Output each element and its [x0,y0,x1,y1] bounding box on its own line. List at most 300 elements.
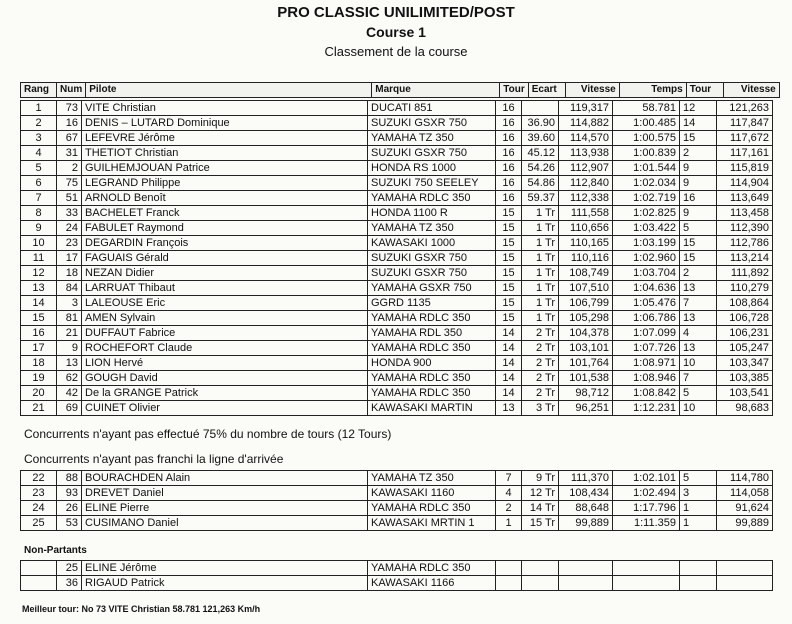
cell-temps [613,561,680,576]
table-row [21,116,773,131]
cell-marque: GGRD 1135 [368,296,496,311]
cell-temps: 1:03.199 [613,236,680,251]
cell-temps: 1:02.034 [613,176,680,191]
cell-vitesse: 110,656 [559,221,613,236]
cell-num: 2 [57,161,82,176]
cell-marque: KAWASAKI MARTIN [368,401,496,416]
cell-tours: 15 [496,311,522,326]
cell-temps: 1:00.575 [613,131,680,146]
cell-vitesse-max: 117,847 [717,116,773,131]
cell-temps: 1:04.636 [613,281,680,296]
table-row [21,176,773,191]
cell-num: 53 [57,516,82,531]
cell-vitesse-max: 113,458 [717,206,773,221]
cell-pilote: ELINE Pierre [82,501,368,516]
cell-tours: 15 [496,296,522,311]
table-row [21,221,773,236]
cell-rang: 15 [21,311,57,326]
cell-vitesse [559,561,613,576]
cell-vitesse-max: 110,279 [717,281,773,296]
cell-vitesse: 106,799 [559,296,613,311]
cell-tours: 15 [496,266,522,281]
cell-tours: 16 [496,116,522,131]
cell-ecart [522,101,559,116]
cell-meilleur-tour: 5 [680,221,717,236]
cell-meilleur-tour: 9 [680,206,717,221]
cell-temps: 1:02.719 [613,191,680,206]
cell-vitesse-max: 117,672 [717,131,773,146]
cell-ecart: 1 Tr [522,236,559,251]
table-row [21,561,773,576]
cell-rang: 20 [21,386,57,401]
cell-vitesse: 113,938 [559,146,613,161]
cell-ecart: 2 Tr [522,356,559,371]
cell-vitesse-max: 106,231 [717,326,773,341]
cell-tours: 16 [496,161,522,176]
cell-meilleur-tour: 10 [680,401,717,416]
cell-temps: 1:07.099 [613,326,680,341]
column-header-rang: Rang [21,83,57,98]
cell-rang: 23 [21,486,57,501]
cell-rang: 22 [21,471,57,486]
table-row [21,251,773,266]
cell-pilote: LEFEVRE Jérôme [82,131,368,146]
cell-ecart: 1 Tr [522,296,559,311]
cell-pilote: AMEN Sylvain [82,311,368,326]
cell-tours: 4 [496,486,522,501]
table-row [21,326,773,341]
cell-meilleur-tour: 2 [680,146,717,161]
cell-vitesse-max: 121,263 [717,101,773,116]
cell-marque: SUZUKI GSXR 750 [368,116,496,131]
cell-pilote: FAGUAIS Gérald [82,251,368,266]
cell-tours [496,576,522,591]
cell-pilote: ARNOLD Benoît [82,191,368,206]
table-row [21,471,773,486]
cell-tours: 15 [496,281,522,296]
cell-vitesse: 99,889 [559,516,613,531]
table-row [21,266,773,281]
cell-num: 88 [57,471,82,486]
cell-num: 25 [57,561,82,576]
cell-meilleur-tour: 15 [680,131,717,146]
cell-marque: YAMAHA RDLC 350 [368,386,496,401]
cell-vitesse-max: 111,892 [717,266,773,281]
cell-pilote: DENIS – LUTARD Dominique [82,116,368,131]
cell-num: 18 [57,266,82,281]
cell-marque: YAMAHA RDLC 350 [368,191,496,206]
cell-vitesse: 111,370 [559,471,613,486]
table-row [21,356,773,371]
cell-num: 24 [57,221,82,236]
cell-vitesse-max: 113,214 [717,251,773,266]
cell-tours: 14 [496,386,522,401]
cell-meilleur-tour: 3 [680,486,717,501]
cell-tours: 14 [496,371,522,386]
cell-rang: 17 [21,341,57,356]
cell-tours: 15 [496,221,522,236]
table-row [21,576,773,591]
cell-tours: 14 [496,341,522,356]
cell-rang: 16 [21,326,57,341]
cell-vitesse-max: 106,728 [717,311,773,326]
cell-tours: 1 [496,516,522,531]
cell-pilote: NEZAN Didier [82,266,368,281]
cell-temps: 1:05.476 [613,296,680,311]
cell-rang: 2 [21,116,57,131]
cell-temps: 1:02.494 [613,486,680,501]
cell-meilleur-tour: 9 [680,176,717,191]
cell-ecart: 36.90 [522,116,559,131]
cell-pilote: CUSIMANO Daniel [82,516,368,531]
cell-ecart: 1 Tr [522,206,559,221]
cell-ecart: 59.37 [522,191,559,206]
cell-marque: SUZUKI GSXR 750 [368,266,496,281]
cell-meilleur-tour: 13 [680,341,717,356]
cell-meilleur-tour: 14 [680,116,717,131]
cell-rang: 9 [21,221,57,236]
cell-marque: HONDA 900 [368,356,496,371]
cell-ecart: 9 Tr [522,471,559,486]
column-header-vitesse-max: Vitesse [723,83,779,98]
cell-num: 3 [57,296,82,311]
cell-pilote: BOURACHDEN Alain [82,471,368,486]
cell-tours: 16 [496,191,522,206]
cell-ecart: 2 Tr [522,341,559,356]
cell-num: 62 [57,371,82,386]
cell-meilleur-tour [680,576,717,591]
cell-pilote: LION Hervé [82,356,368,371]
cell-vitesse: 101,538 [559,371,613,386]
cell-vitesse-max: 105,247 [717,341,773,356]
cell-meilleur-tour: 12 [680,101,717,116]
cell-marque: SUZUKI 750 SEELEY [368,176,496,191]
cell-ecart: 39.60 [522,131,559,146]
cell-tours: 15 [496,236,522,251]
cell-ecart: 54.86 [522,176,559,191]
cell-tours: 14 [496,326,522,341]
cell-ecart: 14 Tr [522,501,559,516]
cell-meilleur-tour: 7 [680,371,717,386]
results-table [20,100,773,416]
cell-num: 69 [57,401,82,416]
table-row [21,371,773,386]
cell-num: 73 [57,101,82,116]
column-header-vitesse: Vitesse [565,83,619,98]
cell-rang: 7 [21,191,57,206]
cell-vitesse: 112,840 [559,176,613,191]
cell-temps: 1:11.359 [613,516,680,531]
cell-ecart: 1 Tr [522,221,559,236]
cell-vitesse: 101,764 [559,356,613,371]
cell-rang: 4 [21,146,57,161]
cell-tours: 16 [496,101,522,116]
cell-temps: 1:02.825 [613,206,680,221]
table-row [21,401,773,416]
cell-temps: 58.781 [613,101,680,116]
non-partants-label: Non-Partants [24,545,87,556]
cell-tours: 13 [496,401,522,416]
cell-vitesse-max: 113,649 [717,191,773,206]
cell-temps: 1:02.101 [613,471,680,486]
note-75-percent: Concurrents n'ayant pas effectué 75% du nombre de tours (12 Tours) [24,427,392,441]
table-row [21,516,773,531]
cell-num: 9 [57,341,82,356]
cell-rang: 3 [21,131,57,146]
cell-tours [496,561,522,576]
cell-vitesse: 114,570 [559,131,613,146]
cell-temps: 1:07.726 [613,341,680,356]
cell-vitesse: 88,648 [559,501,613,516]
cell-num: 21 [57,326,82,341]
cell-vitesse: 112,907 [559,161,613,176]
cell-marque: HONDA 1100 R [368,206,496,221]
cell-marque: YAMAHA TZ 350 [368,471,496,486]
cell-num: 13 [57,356,82,371]
cell-vitesse: 111,558 [559,206,613,221]
cell-pilote: BACHELET Franck [82,206,368,221]
cell-rang: 24 [21,501,57,516]
cell-rang: 12 [21,266,57,281]
cell-num: 93 [57,486,82,501]
page-subtitle: Classement de la course [324,44,468,59]
cell-marque: KAWASAKI 1166 [368,576,496,591]
cell-ecart: 2 Tr [522,386,559,401]
table-row [21,146,773,161]
cell-ecart: 12 Tr [522,486,559,501]
cell-pilote: DUFFAUT Fabrice [82,326,368,341]
table-row [21,296,773,311]
cell-pilote: DEGARDIN François [82,236,368,251]
cell-ecart: 2 Tr [522,371,559,386]
column-header-ecart: Ecart [528,83,565,98]
cell-vitesse-max: 108,864 [717,296,773,311]
cell-rang: 5 [21,161,57,176]
cell-marque: HONDA RS 1000 [368,161,496,176]
cell-meilleur-tour: 15 [680,236,717,251]
cell-tours: 7 [496,471,522,486]
cell-vitesse-max: 117,161 [717,146,773,161]
column-header-pilote: Pilote [86,83,372,98]
table-row [21,161,773,176]
cell-ecart: 15 Tr [522,516,559,531]
cell-vitesse: 105,298 [559,311,613,326]
cell-tours: 16 [496,131,522,146]
cell-marque: SUZUKI GSXR 750 [368,146,496,161]
cell-ecart: 2 Tr [522,326,559,341]
cell-meilleur-tour: 2 [680,266,717,281]
cell-vitesse: 119,317 [559,101,613,116]
table-row [21,101,773,116]
cell-rang: 18 [21,356,57,371]
cell-meilleur-tour: 1 [680,516,717,531]
cell-ecart: 3 Tr [522,401,559,416]
cell-num: 33 [57,206,82,221]
table-row [21,281,773,296]
cell-vitesse: 110,116 [559,251,613,266]
cell-vitesse-max: 114,058 [717,486,773,501]
table-row [21,236,773,251]
cell-temps: 1:02.960 [613,251,680,266]
table-row [21,341,773,356]
cell-meilleur-tour: 16 [680,191,717,206]
cell-marque: YAMAHA RDLC 350 [368,371,496,386]
cell-meilleur-tour: 13 [680,281,717,296]
cell-tours: 14 [496,356,522,371]
cell-marque: YAMAHA GSXR 750 [368,281,496,296]
cell-marque: YAMAHA TZ 350 [368,221,496,236]
cell-marque: YAMAHA RDLC 350 [368,561,496,576]
table-row [21,131,773,146]
cell-num: 84 [57,281,82,296]
cell-vitesse-max [717,576,773,591]
cell-pilote: RIGAUD Patrick [82,576,368,591]
column-header-marque: Marque [372,83,500,98]
cell-vitesse-max [717,561,773,576]
cell-vitesse-max: 112,786 [717,236,773,251]
cell-meilleur-tour [680,561,717,576]
cell-vitesse: 107,510 [559,281,613,296]
cell-temps: 1:08.971 [613,356,680,371]
cell-meilleur-tour: 5 [680,386,717,401]
cell-marque: YAMAHA RDLC 350 [368,501,496,516]
column-header-tours: Tour [500,83,528,98]
note-not-finished: Concurrents n'ayant pas franchi la ligne d'arrivée [24,452,284,466]
cell-vitesse: 108,749 [559,266,613,281]
cell-vitesse: 98,712 [559,386,613,401]
cell-vitesse: 110,165 [559,236,613,251]
cell-marque: YAMAHA TZ 350 [368,131,496,146]
cell-rang: 25 [21,516,57,531]
cell-num: 23 [57,236,82,251]
cell-ecart [522,576,559,591]
cell-num: 81 [57,311,82,326]
cell-num: 67 [57,131,82,146]
cell-vitesse-max: 103,385 [717,371,773,386]
cell-vitesse: 103,101 [559,341,613,356]
cell-meilleur-tour: 13 [680,311,717,326]
cell-marque: SUZUKI GSXR 750 [368,251,496,266]
cell-ecart: 1 Tr [522,251,559,266]
cell-temps: 1:17.796 [613,501,680,516]
cell-vitesse-max: 114,904 [717,176,773,191]
cell-vitesse: 112,338 [559,191,613,206]
cell-pilote: GUILHEMJOUAN Patrice [82,161,368,176]
cell-temps: 1:06.786 [613,311,680,326]
cell-pilote: LALEOUSE Eric [82,296,368,311]
cell-pilote: LEGRAND Philippe [82,176,368,191]
cell-rang: 1 [21,101,57,116]
cell-pilote: CUINET Olivier [82,401,368,416]
cell-meilleur-tour: 10 [680,356,717,371]
cell-num: 31 [57,146,82,161]
cell-num: 75 [57,176,82,191]
cell-temps: 1:03.704 [613,266,680,281]
cell-num: 51 [57,191,82,206]
cell-temps: 1:00.839 [613,146,680,161]
table-row [21,206,773,221]
cell-marque: YAMAHA RDLC 350 [368,311,496,326]
cell-temps: 1:08.946 [613,371,680,386]
cell-ecart: 45.12 [522,146,559,161]
cell-vitesse: 104,378 [559,326,613,341]
table-row [21,386,773,401]
cell-pilote: THETIOT Christian [82,146,368,161]
cell-num: 16 [57,116,82,131]
cell-rang: 6 [21,176,57,191]
cell-vitesse-max: 91,624 [717,501,773,516]
cell-rang [21,561,57,576]
cell-temps: 1:12.231 [613,401,680,416]
page-title: PRO CLASSIC UNILIMITED/POST [277,4,515,21]
cell-rang [21,576,57,591]
cell-rang: 10 [21,236,57,251]
cell-vitesse: 114,882 [559,116,613,131]
cell-vitesse-max: 103,347 [717,356,773,371]
cell-ecart [522,561,559,576]
column-header-meilleur-tour: Tour [686,83,723,98]
cell-temps: 1:00.485 [613,116,680,131]
cell-rang: 13 [21,281,57,296]
cell-meilleur-tour: 9 [680,161,717,176]
cell-marque: KAWASAKI 1160 [368,486,496,501]
cell-temps: 1:03.422 [613,221,680,236]
cell-pilote: De la GRANGE Patrick [82,386,368,401]
cell-marque: YAMAHA RDL 350 [368,326,496,341]
cell-num: 26 [57,501,82,516]
cell-vitesse-max: 99,889 [717,516,773,531]
cell-rang: 8 [21,206,57,221]
cell-pilote: LARRUAT Thibaut [82,281,368,296]
cell-pilote: VITE Christian [82,101,368,116]
cell-pilote: ELINE Jérôme [82,561,368,576]
non-partants-table [20,560,773,591]
table-row [21,501,773,516]
cell-temps: 1:08.842 [613,386,680,401]
cell-vitesse [559,576,613,591]
cell-ecart: 1 Tr [522,281,559,296]
cell-ecart: 1 Tr [522,311,559,326]
cell-tours: 15 [496,206,522,221]
cell-pilote: DREVET Daniel [82,486,368,501]
cell-tours: 16 [496,146,522,161]
cell-tours: 15 [496,251,522,266]
cell-rang: 14 [21,296,57,311]
cell-tours: 2 [496,501,522,516]
table-row [21,311,773,326]
non-finishers-table [20,470,773,531]
cell-vitesse-max: 114,780 [717,471,773,486]
cell-num: 17 [57,251,82,266]
cell-num: 42 [57,386,82,401]
course-title: Course 1 [366,24,426,40]
cell-meilleur-tour: 7 [680,296,717,311]
cell-pilote: FABULET Raymond [82,221,368,236]
table-row [21,486,773,501]
cell-marque: KAWASAKI 1000 [368,236,496,251]
cell-ecart: 1 Tr [522,266,559,281]
cell-marque: KAWASAKI MRTIN 1 [368,516,496,531]
results-header [20,82,780,98]
cell-meilleur-tour: 5 [680,471,717,486]
cell-ecart: 54.26 [522,161,559,176]
cell-temps: 1:01.544 [613,161,680,176]
table-row [21,191,773,206]
cell-temps [613,576,680,591]
cell-meilleur-tour: 4 [680,326,717,341]
cell-vitesse-max: 98,683 [717,401,773,416]
cell-rang: 11 [21,251,57,266]
